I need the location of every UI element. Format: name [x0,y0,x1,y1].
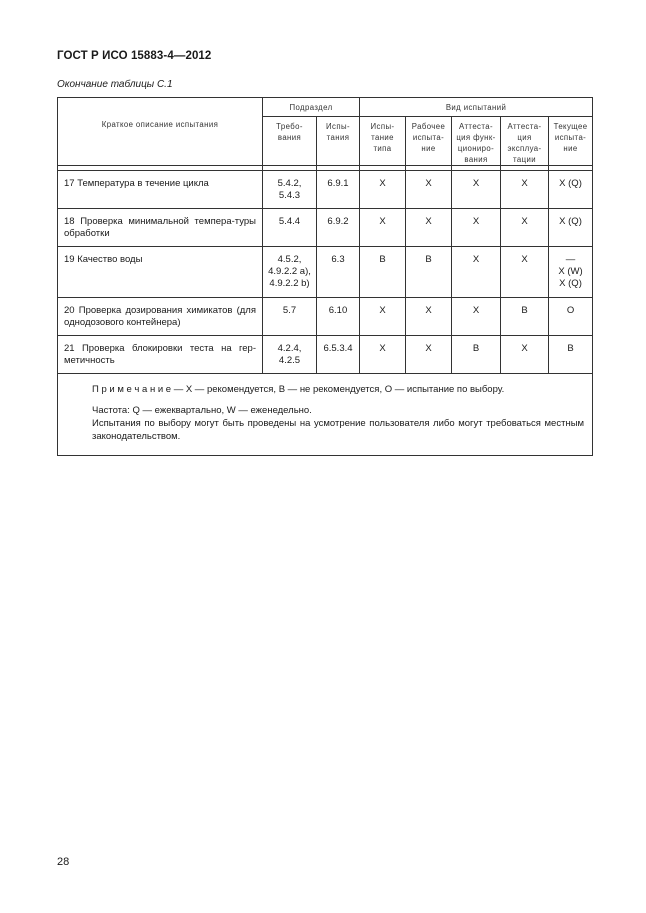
row-installation-qualification [452,247,501,298]
row-requirements [263,298,317,336]
header-routine-test [406,117,452,166]
row-type-test [360,247,406,298]
row-periodic-test [549,336,593,374]
row-periodic-test [549,171,593,209]
cell-line: X (Q) [559,216,582,227]
cell-line: X [472,305,480,316]
row-operational-qualification [501,336,549,374]
note-legend: П р и м е ч а н и е — X — рекомендуется, B — не рекомендуется, O — испытание по выбору. [92,384,505,395]
table-row [58,171,593,209]
row-tests: 6.9.2 [317,209,360,247]
cell-line: тание [371,133,394,142]
header-type-test [360,117,406,166]
header-tests [317,117,360,166]
row-type-test [360,171,406,209]
row-tests: 6.10 [317,298,360,336]
row-tests: 6.9.1 [317,171,360,209]
cell-line: ние [563,144,578,153]
note-optional: Испытания по выбору могут быть проведены на усмотрение пользователя либо могут требоваться местным законодательством. [92,418,585,442]
cell-line: испыта- [554,133,587,142]
row-routine-test [406,171,452,209]
cell-line: X [521,178,528,189]
table-row [58,298,593,336]
table-notes [58,374,593,456]
row-periodic-test [549,247,593,298]
cell-line: X [425,305,432,316]
row-type-test [360,336,406,374]
cell-line: X [425,216,432,227]
cell-line: ция [517,133,532,142]
row-tests: 6.5.3.4 [317,336,360,374]
row-description: 20 Проверка дозирования химикатов (для однодозового контейнера) [58,298,263,336]
row-operational-qualification [501,171,549,209]
cell-line: испыта- [412,133,445,142]
table-caption: Окончание таблицы С.1 [57,79,173,90]
row-requirements [263,209,317,247]
header-requirements [263,117,317,166]
cell-line: X [425,343,432,354]
header-installation-qualification [452,117,501,166]
row-operational-qualification [501,247,549,298]
row-description: 18 Проверка минимальной темпера-туры обработки [58,209,263,247]
table-row [58,209,593,247]
row-routine-test [406,209,452,247]
cell-line: 4.9.2.2 a), [268,266,311,277]
cell-line: B [472,343,480,354]
cell-line: X (Q) [559,278,582,289]
cell-line: 4.2.4, [277,343,302,354]
cell-line: 5.7 [282,305,297,316]
cell-line: вания [464,155,488,164]
row-type-test [360,298,406,336]
row-operational-qualification [501,298,549,336]
cell-line: Испы- [370,122,395,131]
cell-line: Рабочее [411,122,446,131]
row-requirements [263,247,317,298]
cell-line: X [472,178,480,189]
cell-line: O [566,305,575,316]
page-number: 28 [57,856,70,868]
header-periodic-test [549,117,593,166]
cell-line: 5.4.4 [278,216,301,227]
row-routine-test [406,336,452,374]
cell-line: X [472,216,480,227]
cell-line: B [567,343,574,354]
cell-line: X (W) [558,266,583,277]
table-row [58,336,593,374]
tests-table [57,97,593,456]
cell-line: — [565,254,576,265]
cell-line: тания [326,133,350,142]
note-frequency: Частота: Q — ежеквартально, W — еженедельно. [92,405,312,416]
row-installation-qualification [452,209,501,247]
table-row [58,247,593,298]
row-periodic-test [549,298,593,336]
cell-line: ние [421,144,436,153]
cell-line: B [521,305,528,316]
row-operational-qualification [501,209,549,247]
cell-line: B [425,254,432,265]
cell-line: 4.5.2, [277,254,302,265]
cell-line: циониро- [457,144,495,153]
cell-line: эксплуа- [507,144,542,153]
cell-line: Аттеста- [459,122,493,131]
row-tests: 6.3 [317,247,360,298]
cell-line: X [379,343,386,354]
cell-line: X [521,216,528,227]
cell-line: Текущее [553,122,588,131]
cell-line: X [521,254,528,265]
row-installation-qualification [452,336,501,374]
row-requirements [263,336,317,374]
cell-line: X [379,305,386,316]
row-routine-test [406,298,452,336]
cell-line: тации [513,155,536,164]
cell-line: типа [373,144,392,153]
header-test-type-group: Вид испытаний [360,98,593,117]
cell-line: 4.9.2.2 b) [269,278,310,289]
cell-line: X [379,216,386,227]
row-description: 21 Проверка блокировки теста на гер-метичность [58,336,263,374]
cell-line: Требо- [276,122,303,131]
row-requirements [263,171,317,209]
cell-line: вания [277,133,302,142]
row-installation-qualification [452,171,501,209]
row-type-test [360,209,406,247]
cell-line: Аттеста- [507,122,542,131]
header-subsection-group: Подраздел [263,98,360,117]
document-header: ГОСТ Р ИСО 15883-4—2012 [57,50,212,62]
cell-line: X [425,178,432,189]
row-periodic-test [549,209,593,247]
cell-line: ция функ- [456,133,496,142]
cell-line: B [379,254,386,265]
header-operational-qualification [501,117,549,166]
row-routine-test [406,247,452,298]
cell-line: X [521,343,528,354]
cell-line: X [472,254,480,265]
cell-line: 4.2.5 [278,355,301,366]
row-description: 19 Качество воды [58,247,263,298]
row-installation-qualification [452,298,501,336]
row-description: 17 Температура в течение цикла [58,171,263,209]
cell-line: 5.4.3 [278,190,301,201]
cell-line: Испы- [326,122,350,131]
cell-line: X (Q) [559,178,582,189]
cell-line: 5.4.2, [277,178,302,189]
cell-line: X [379,178,386,189]
header-description: Краткое описание испытания [58,98,263,166]
